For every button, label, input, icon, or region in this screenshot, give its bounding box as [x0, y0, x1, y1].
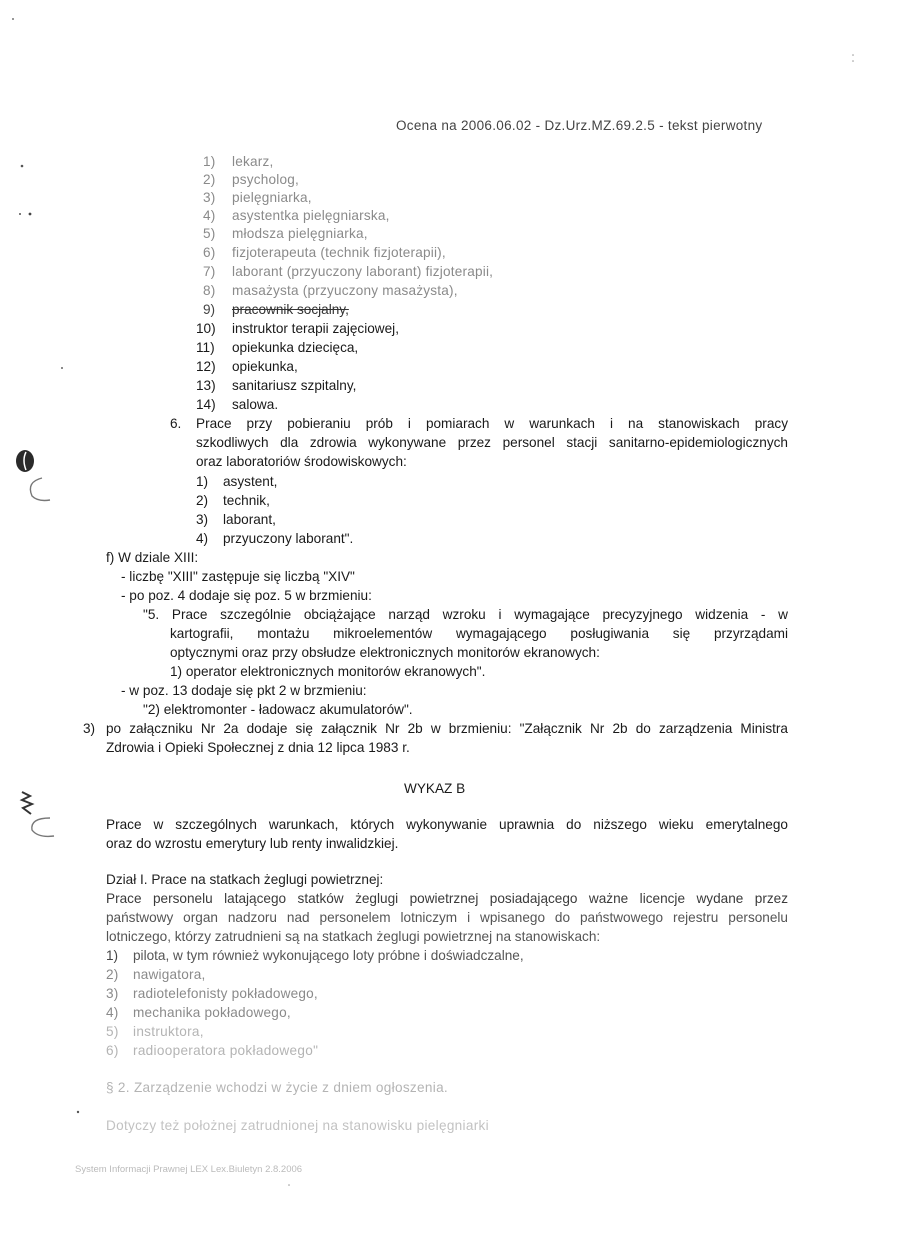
list-item-num: 3): [196, 512, 209, 527]
list-item-num: 9): [203, 302, 216, 317]
list-item: radiooperatora pokładowego": [133, 1043, 319, 1058]
list-item: technik,: [223, 493, 270, 508]
list-item: radiotelefonisty pokładowego,: [133, 986, 318, 1001]
list-item: asystentka pielęgniarska,: [232, 208, 390, 223]
list-item: instruktora,: [133, 1024, 204, 1039]
list-item-num: 5): [203, 226, 216, 241]
annotation-note: Dotyczy też położnej zatrudnionej na stanowisku pielęgniarki: [106, 1118, 489, 1133]
list-item-num: 6): [203, 245, 216, 260]
bullet-line: - w poz. 13 dodaje się pkt 2 w brzmieniu:: [121, 683, 367, 698]
list-item-num: 8): [203, 283, 216, 298]
list-item-num: 14): [196, 397, 216, 412]
scan-speck-left-1: [18, 162, 26, 170]
paragraph-line: Prace przy pobieraniu prób i pomiarach w warunkach i na stanowiskach pracy: [196, 416, 788, 431]
list-item: fizjoterapeuta (technik fizjoterapii),: [232, 245, 446, 260]
paragraph-line: państwowy organ nadzoru nad personelem lotniczym i wpisanego do państwowego rejestru personelu: [106, 910, 788, 925]
list-item: psycholog,: [232, 172, 299, 187]
paragraph-line: lotniczego, którzy zatrudnieni są na statkach żeglugi powietrznej na stanowiskach:: [106, 929, 601, 944]
scan-speck-top: [10, 16, 18, 22]
list-item: laborant,: [223, 512, 276, 527]
paragraph-line: po załączniku Nr 2a dodaje się załącznik Nr 2b w brzmieniu: "Załącznik Nr 2b do zarządzenia Ministra: [106, 721, 788, 736]
scan-speck-left-4: [74, 1108, 82, 1116]
list-item: opiekunka dziecięca,: [232, 340, 359, 355]
list-item: opiekunka,: [232, 359, 298, 374]
section-label: f) W dziale XIII:: [106, 550, 199, 565]
list-item-num: 1): [196, 474, 209, 489]
list-item-num: 6): [106, 1043, 119, 1058]
list-item-num: 12): [196, 359, 216, 374]
list-item: pilota, w tym również wykonującego loty próbne i doświadczalne,: [133, 948, 524, 963]
annex-intro-line: Prace w szczególnych warunkach, których wykonywanie uprawnia do niższego wieku emerytalnego: [106, 817, 788, 832]
list-item: sanitariusz szpitalny,: [232, 378, 357, 393]
section-heading: Dział I. Prace na statkach żeglugi powietrznej:: [106, 872, 384, 887]
list-item: laborant (przyuczony laborant) fizjoterapii,: [232, 264, 494, 279]
bullet-line: - liczbę "XIII" zastępuje się liczbą "XIV": [121, 569, 355, 584]
annex-intro-line: oraz do wzrostu emerytury lub renty inwalidzkiej.: [106, 836, 399, 851]
point-number: 3): [83, 721, 96, 736]
quote-line: optycznymi oraz przy obsłudze elektronicznych monitorów ekranowych:: [170, 645, 600, 660]
list-item-num: 4): [203, 208, 216, 223]
list-item: instruktor terapii zajęciowej,: [232, 321, 399, 336]
scan-speck-right: [850, 52, 856, 64]
item-number: 6.: [170, 416, 182, 431]
scan-speck-bottom: [286, 1182, 292, 1188]
list-item-num: 2): [196, 493, 209, 508]
punch-hole-mark-1: [12, 448, 52, 506]
quote-item: "2) elektromonter - ładowacz akumulatorów".: [143, 702, 413, 717]
annex-title: WYKAZ B: [404, 781, 466, 796]
list-item-num: 5): [106, 1024, 119, 1039]
paragraph-line: Prace personelu latającego statków żeglugi powietrznej posiadającego ważne licencje wydane przez: [106, 891, 788, 906]
page-footer: System Informacji Prawnej LEX Lex.Biuletyn 2.8.2006: [75, 1164, 303, 1175]
list-item: lekarz,: [232, 154, 274, 169]
list-item-struck: pracownik socjalny,: [232, 302, 349, 317]
list-item: masażysta (przyuczony masażysta),: [232, 283, 458, 298]
list-item-num: 4): [106, 1005, 119, 1020]
scan-speck-left-2: [16, 210, 36, 218]
list-item-num: 1): [106, 948, 119, 963]
list-item: pielęgniarka,: [232, 190, 312, 205]
list-item-num: 13): [196, 378, 216, 393]
list-item-num: 7): [203, 264, 216, 279]
list-item-num: 2): [203, 172, 216, 187]
list-item: nawigatora,: [133, 967, 206, 982]
list-item-num: 11): [196, 340, 215, 355]
paragraph-line: Zdrowia i Opieki Społecznej z dnia 12 lipca 1983 r.: [106, 740, 410, 755]
paragraph-section: § 2. Zarządzenie wchodzi w życie z dniem ogłoszenia.: [106, 1080, 449, 1095]
list-item-num: 10): [196, 321, 216, 336]
bullet-line: - po poz. 4 dodaje się poz. 5 w brzmieniu:: [121, 588, 372, 603]
quote-line: kartografii, montażu mikroelementów wymagającego posługiwania się przyrządami: [170, 626, 788, 641]
page-header: Ocena na 2006.06.02 - Dz.Urz.MZ.69.2.5 - tekst pierwotny: [396, 118, 763, 133]
punch-hole-mark-2: [14, 788, 56, 842]
list-item: młodsza pielęgniarka,: [232, 226, 368, 241]
list-item: przyuczony laborant".: [223, 531, 354, 546]
list-item: salowa.: [232, 397, 279, 412]
scan-speck-left-3: [58, 364, 66, 372]
list-item-num: 1): [203, 154, 216, 169]
quote-item: 1) operator elektronicznych monitorów ekranowych".: [170, 664, 486, 679]
list-item: mechanika pokładowego,: [133, 1005, 291, 1020]
list-item-num: 3): [106, 986, 119, 1001]
list-item: asystent,: [223, 474, 278, 489]
paragraph-line: oraz laboratoriów środowiskowych:: [196, 454, 407, 469]
list-item-num: 3): [203, 190, 216, 205]
quote-line: "5. Prace szczególnie obciążające narząd wzroku i wymagające precyzyjnego widzenia - w: [143, 607, 788, 622]
list-item-num: 4): [196, 531, 209, 546]
list-item-num: 2): [106, 967, 119, 982]
paragraph-line: szkodliwych dla zdrowia wykonywane przez personel stacji sanitarno-epidemiologicznych: [196, 435, 788, 450]
